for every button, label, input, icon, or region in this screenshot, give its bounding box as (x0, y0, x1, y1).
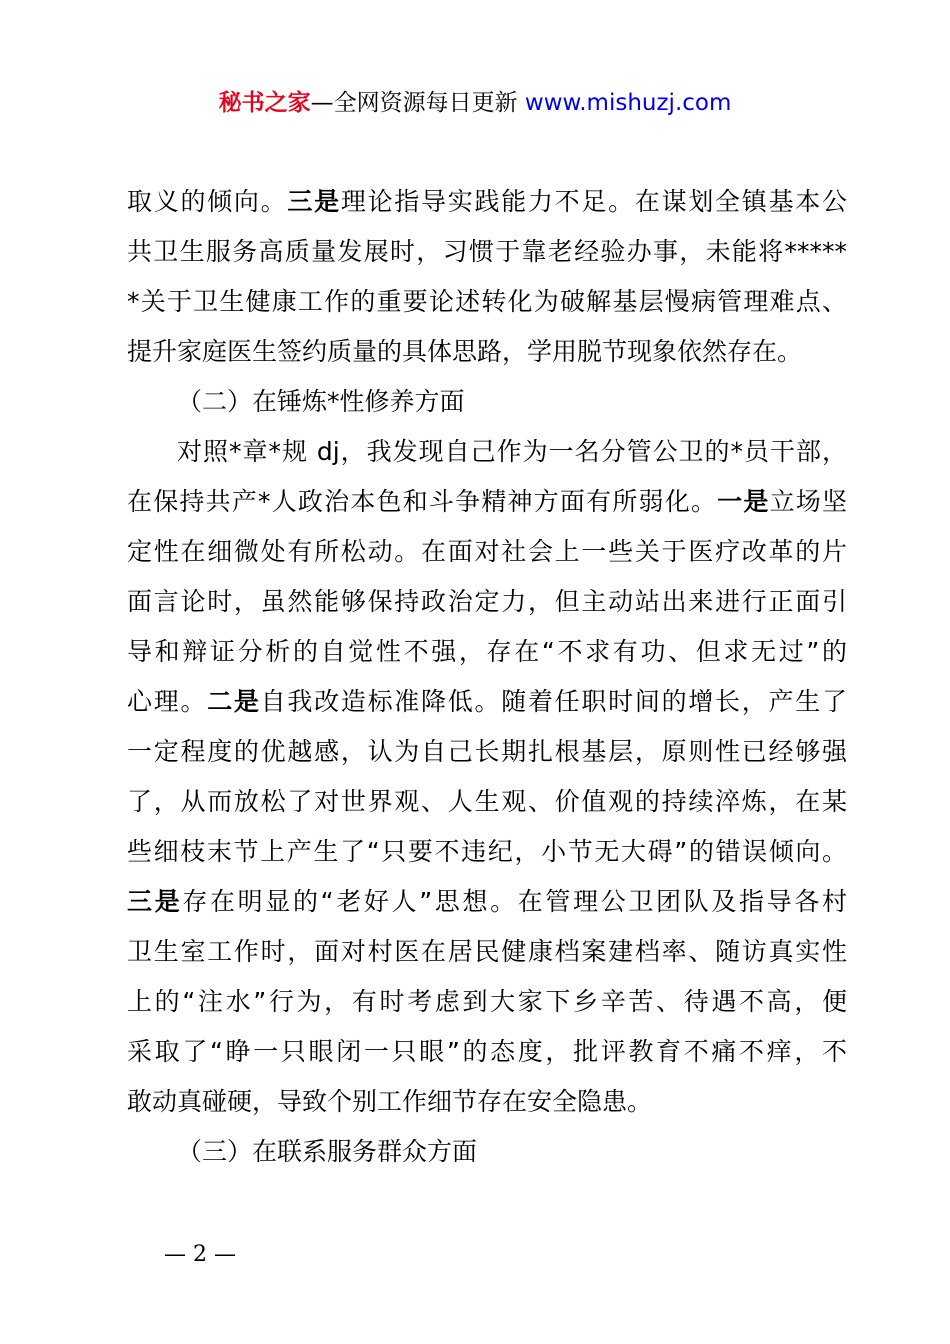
text-line: 了，从而放松了对世界观、人生观、价值观的持续淬炼，在某 (127, 787, 847, 816)
brand-name: 秘书之家 (218, 90, 311, 116)
header-tagline: —全网资源每日更新 (310, 90, 525, 116)
text-line: 一定程度的优越感，认为自己长期扎根基层，原则性已经够强 (127, 737, 847, 766)
text-line: 采取了“睁一只眼闭一只眼”的态度，批评教育不痛不痒，不 (127, 1037, 847, 1066)
text-line: *关于卫生健康工作的重要论述转化为破解基层慢病管理难点、 (127, 287, 847, 316)
section-heading: （二）在锤炼*性修养方面 (177, 387, 465, 416)
text-line: 取义的倾向。三是理论指导实践能力不足。在谋划全镇基本公 (127, 187, 847, 216)
text-line: 提升家庭医生签约质量的具体思路，学用脱节现象依然存在。 (127, 337, 803, 366)
text-line: 敢动真碰硬，导致个别工作细节存在安全隐患。 (127, 1087, 653, 1116)
text-line: 定性在细微处有所松动。在面对社会上一些关于医疗改革的片 (127, 537, 847, 566)
site-header (0, 86, 950, 120)
section-heading: （三）在联系服务群众方面 (177, 1137, 478, 1166)
text-line: 对照*章*规 dj，我发现自己作为一名分管公卫的*员干部， (177, 437, 847, 466)
text-line: 面言论时，虽然能够保持政治定力，但主动站出来进行正面引 (127, 587, 847, 616)
site-url-link[interactable]: www.mishuzj.com (524, 90, 732, 116)
text-line: 卫生室工作时，面对村医在居民健康档案建档率、随访真实性 (127, 937, 847, 966)
text-line: 心理。二是自我改造标准降低。随着任职时间的增长，产生了 (127, 687, 847, 716)
text-line: 共卫生服务高质量发展时，习惯于靠老经验办事，未能将***** (127, 237, 847, 266)
text-line: 三是存在明显的“老好人”思想。在管理公卫团队及指导各村 (127, 887, 847, 916)
text-line: 上的“注水”行为，有时考虑到大家下乡辛苦、待遇不高，便 (127, 987, 847, 1016)
page-number: — 2 — (164, 1242, 236, 1267)
text-line: 在保持共产*人政治本色和斗争精神方面有所弱化。一是立场坚 (127, 487, 847, 516)
text-line: 些细枝末节上产生了“只要不违纪，小节无大碍”的错误倾向。 (127, 837, 847, 866)
text-line: 导和辩证分析的自觉性不强，存在“不求有功、但求无过”的 (127, 637, 847, 666)
